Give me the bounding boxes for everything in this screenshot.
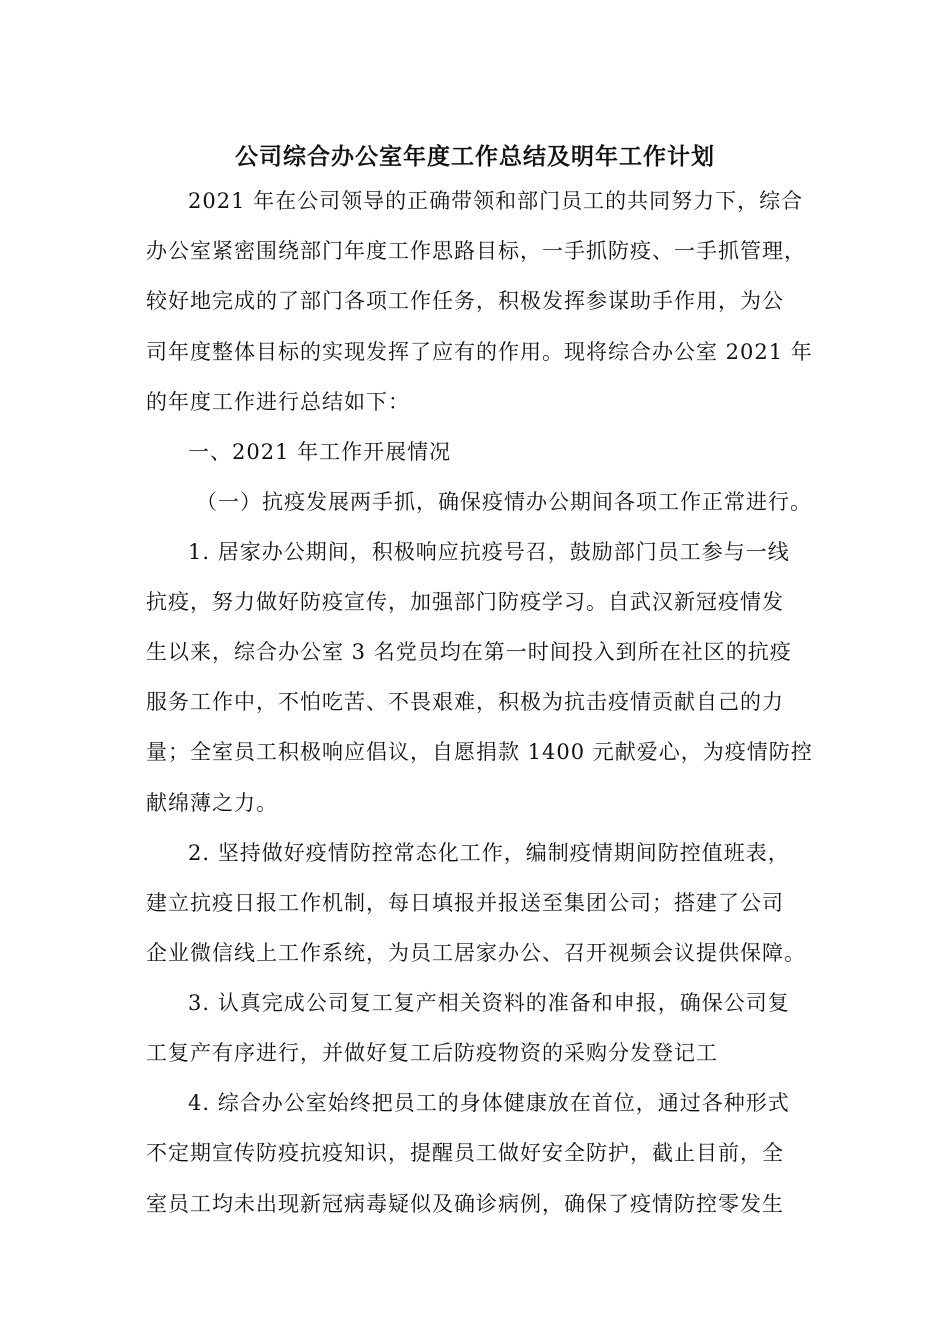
paragraph-line: 不定期宣传防疫抗疫知识，提醒员工做好安全防护，截止目前，全 xyxy=(146,1141,784,1165)
paragraph-line: 4. 综合办公室始终把员工的身体健康放在首位，通过各种形式 xyxy=(188,1091,790,1115)
subsection-heading: （一）抗疫发展两手抓，确保疫情办公期间各项工作正常进行。 xyxy=(196,490,812,514)
section-heading: 一、2021 年工作开展情况 xyxy=(188,440,452,464)
paragraph-line: 服务工作中，不怕吃苦、不畏艰难，积极为抗击疫情贡献自己的力 xyxy=(146,690,784,714)
paragraph-line: 生以来，综合办公室 3 名党员均在第一时间投入到所在社区的抗疫 xyxy=(146,640,792,664)
paragraph-line: 的年度工作进行总结如下： xyxy=(146,390,410,414)
paragraph-line: 抗疫，努力做好防疫宣传，加强部门防疫学习。自武汉新冠疫情发 xyxy=(146,590,784,614)
paragraph-line: 司年度整体目标的实现发挥了应有的作用。现将综合办公室 2021 年 xyxy=(146,340,813,364)
paragraph-line: 2. 坚持做好疫情防控常态化工作，编制疫情期间防控值班表， xyxy=(188,841,790,865)
paragraph-line: 办公室紧密围绕部门年度工作思路目标，一手抓防疫、一手抓管理， xyxy=(146,239,806,263)
paragraph-line: 2021 年在公司领导的正确带领和部门员工的共同努力下，综合 xyxy=(188,189,804,213)
paragraph-line: 企业微信线上工作系统，为员工居家办公、召开视频会议提供保障。 xyxy=(146,941,806,965)
paragraph-line: 献绵薄之力。 xyxy=(146,791,278,815)
paragraph-line: 量；全室员工积极响应倡议，自愿捐款 1400 元献爱心，为疫情防控 xyxy=(146,740,813,764)
paragraph-line: 工复产有序进行，并做好复工后防疫物资的采购分发登记工 xyxy=(146,1041,718,1065)
paragraph-line: 1. 居家办公期间，积极响应抗疫号召，鼓励部门员工参与一线 xyxy=(188,540,790,564)
paragraph-line: 较好地完成的了部门各项工作任务，积极发挥参谋助手作用，为公 xyxy=(146,289,784,313)
document-title: 公司综合办公室年度工作总结及明年工作计划 xyxy=(235,143,715,170)
paragraph-line: 室员工均未出现新冠病毒疑似及确诊病例，确保了疫情防控零发生 xyxy=(146,1192,784,1216)
paragraph-line: 建立抗疫日报工作机制，每日填报并报送至集团公司；搭建了公司 xyxy=(146,891,784,915)
paragraph-line: 3. 认真完成公司复工复产相关资料的准备和申报，确保公司复 xyxy=(188,991,790,1015)
